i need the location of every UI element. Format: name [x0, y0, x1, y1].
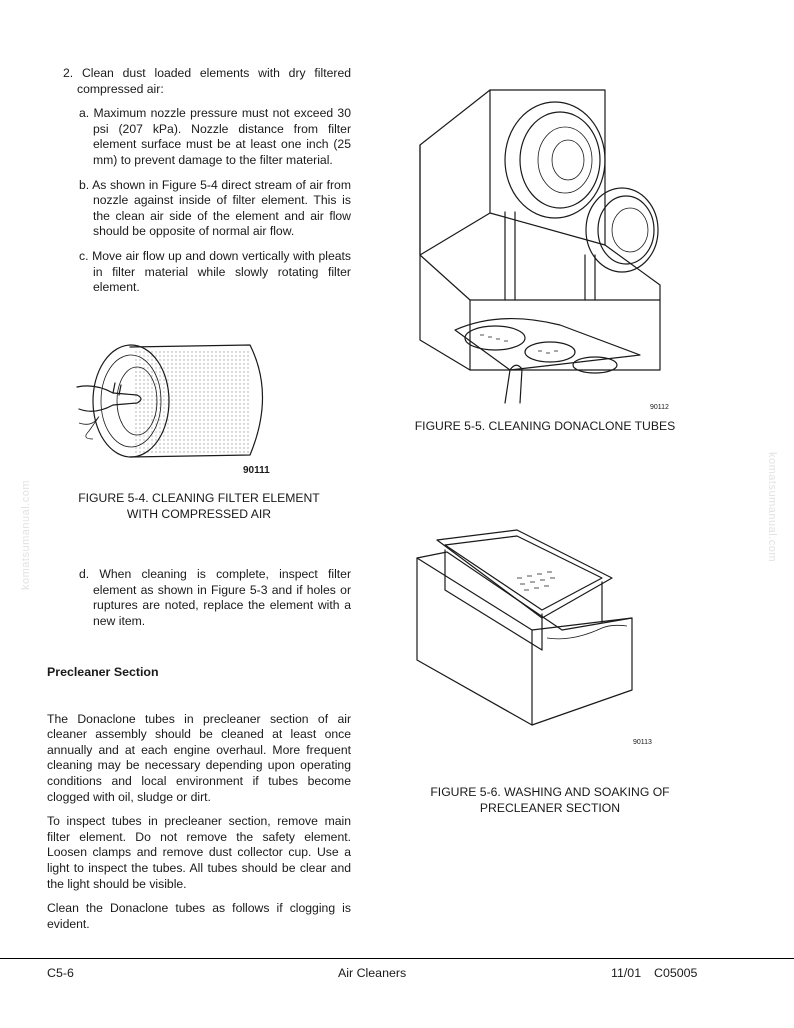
- footer-date: 11/01: [611, 966, 642, 980]
- watermark-left: komatsumanual.com: [20, 480, 32, 590]
- figure-5-5-number: 90112: [650, 404, 669, 411]
- figure-5-6-number: 90113: [633, 739, 652, 746]
- watermark-right: komatsumanual.com: [766, 452, 778, 562]
- footer-rule: [0, 958, 794, 959]
- precleaner-para-1: The Donaclone tubes in precleaner section of air cleaner assembly should be cleaned at least once annually and at each engine overhaul. More frequent cleaning may be necessary depending upon operating conditions and local environment if tubes become clogged with oil, sludge or dirt.: [47, 711, 351, 804]
- precleaner-heading: Precleaner Section: [47, 665, 159, 679]
- figure-5-6-caption-line1: FIGURE 5-6. WASHING AND SOAKING OF: [430, 785, 670, 799]
- figure-5-6-caption-line2: PRECLEANER SECTION: [479, 800, 621, 815]
- figure-5-5-caption: FIGURE 5-5. CLEANING DONACLONE TUBES: [414, 419, 676, 433]
- precleaner-para-2: To inspect tubes in precleaner section, remove main filter element. Do not remove the safety element. Loosen clamps and remove dust collector cup. Use a light to inspect the tubes. All tubes should be clear and the light should be visible.: [47, 814, 351, 891]
- instructions-block: [47, 66, 351, 296]
- figure-5-4-illustration: [75, 335, 275, 465]
- step-2b: b. As shown in Figure 5-4 direct stream of air from nozzle against inside of filter element. This is the clean air side of the element and air flow should be opposite of normal air flow.: [79, 177, 351, 239]
- footer-page-number: C5-6: [47, 966, 74, 980]
- precleaner-para-3: Clean the Donaclone tubes as follows if clogging is evident.: [47, 901, 351, 931]
- figure-5-4-caption-line2: WITH COMPRESSED AIR: [126, 506, 272, 521]
- step-2a: a. Maximum nozzle pressure must not exceed 30 psi (207 kPa). Nozzle distance from filter element surface must be at least one inch (25 mm) to prevent damage to the filter material.: [79, 106, 351, 167]
- figure-5-6-caption: [400, 785, 700, 816]
- precleaner-section: [47, 665, 351, 932]
- figure-5-5-illustration: [410, 85, 670, 415]
- step-2c: c. Move air flow up and down vertically with pleats in filter material while slowly rotating filter element.: [79, 248, 351, 295]
- instructions-block-2: [47, 567, 351, 629]
- figure-5-4-number: 90111: [243, 465, 270, 476]
- step-2: 2. Clean dust loaded elements with dry filtered compressed air:: [63, 66, 351, 96]
- figure-5-6-illustration: [412, 530, 642, 730]
- footer-title: Air Cleaners: [338, 966, 407, 980]
- figure-5-4-caption-line1: FIGURE 5-4. CLEANING FILTER ELEMENT: [78, 491, 320, 505]
- figure-5-4-caption: [47, 491, 351, 522]
- step-2d: d. When cleaning is complete, inspect filter element as shown in Figure 5-3 and if holes or ruptures are noted, replace the element with a new item.: [79, 567, 351, 628]
- footer-doc-number: C05005: [654, 966, 698, 980]
